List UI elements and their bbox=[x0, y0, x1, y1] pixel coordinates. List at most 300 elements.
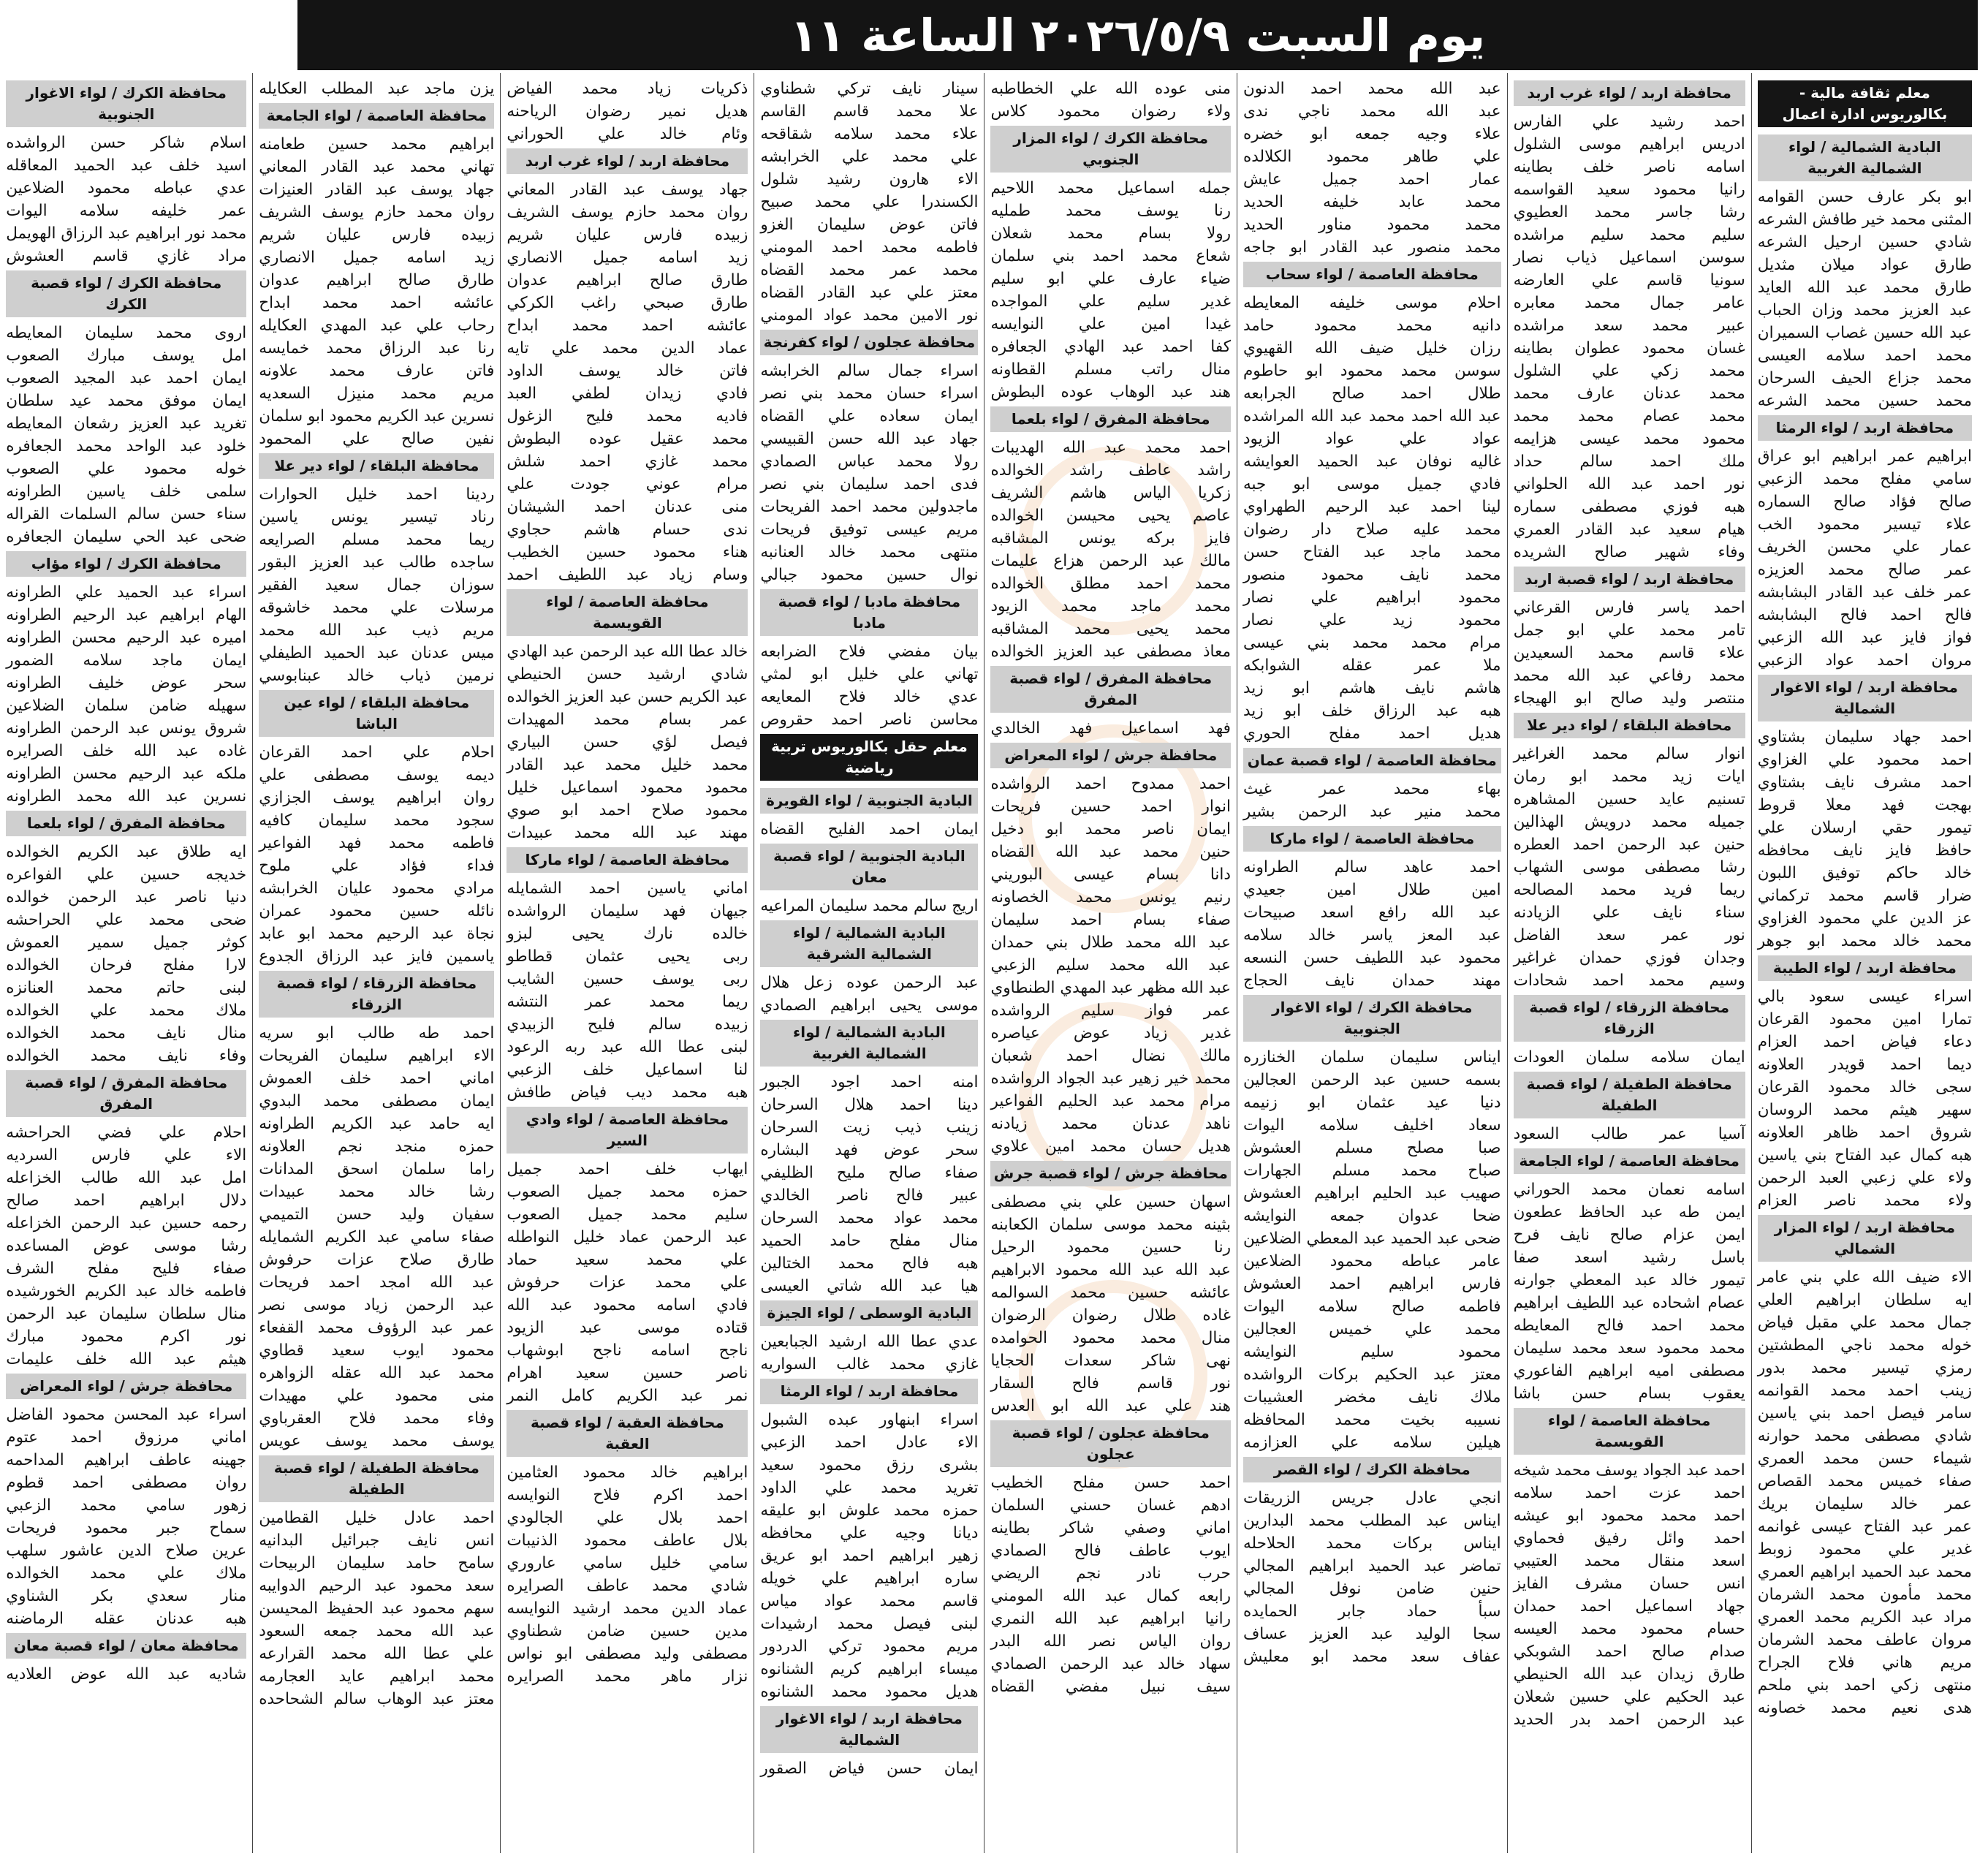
candidate-name: عبير فالح ناصر الخالدي bbox=[760, 1186, 979, 1205]
candidate-name: فواز فايز عبد الله الزعبي bbox=[1757, 629, 1972, 647]
candidate-name: خالد عطا الله عبد الرحمن عبد الهادي bbox=[507, 643, 748, 661]
candidate-name: احلام موسى خليفه المعايطه bbox=[1242, 294, 1501, 312]
candidate-name: احمد محمود علي الغزاوي bbox=[1757, 751, 1972, 769]
candidate-name: عبد الكريم حسن عبد العزيز الخوالده bbox=[507, 688, 748, 706]
candidate-name: محمود ابراهيم علي نصار bbox=[1242, 588, 1501, 607]
candidate-name: احمد رشيد علي الفارس bbox=[1513, 113, 1745, 131]
candidate-name: نور احمد عبد الله الحلواني bbox=[1513, 475, 1745, 493]
column-2 bbox=[1507, 73, 1751, 1853]
candidate-name: جمله اسماعيل محمد اللاحيم bbox=[990, 179, 1231, 197]
candidate-name: شاديه عبد الله عوض العلاديه bbox=[6, 1665, 247, 1683]
candidate-name: باسل رشيد اسعد صفا bbox=[1513, 1249, 1745, 1267]
candidate-name: منتهى محمد خالد العنانبه bbox=[760, 543, 979, 561]
district-heading: محافظة العاصمة / لواء وادي السير bbox=[507, 1107, 748, 1154]
candidate-name: وئام خالد علي الحوراني bbox=[507, 125, 748, 143]
candidate-name: ايات زيد محمد ابو رمان bbox=[1513, 768, 1745, 786]
candidate-name: علا محمد قاسم القاسم bbox=[760, 102, 979, 121]
candidate-name: وفاء محمد فلاح العقرباوي bbox=[259, 1409, 495, 1428]
candidate-name: ريما فريد محمد المصالحه bbox=[1513, 881, 1745, 899]
candidate-name: دينا احمد هلال السرحان bbox=[760, 1096, 979, 1114]
candidate-name: رنا عبد الرزاق محمد خمايسه bbox=[259, 339, 495, 357]
candidate-name: محمود عبد اللطيف حسن النسعه bbox=[1242, 949, 1501, 967]
candidate-name: زينب ذيب زيت السرحان bbox=[760, 1118, 979, 1137]
candidate-name: تمارا امين محمود القرعان bbox=[1757, 1010, 1972, 1029]
candidate-name: عدي عباطه محمود الضلاعين bbox=[6, 179, 247, 197]
candidate-name: مراد عبد الكريم محمد العمري bbox=[1757, 1608, 1972, 1626]
candidate-name: امين طلال امين جعيدي bbox=[1242, 881, 1501, 899]
candidate-name: تيمور خالد عبد المعطي جوارنه bbox=[1513, 1271, 1745, 1289]
district-heading: محافظة البلقاء / لواء دير علا bbox=[259, 453, 494, 479]
candidate-name: صباح محمد مسلم الجهارات bbox=[1242, 1162, 1501, 1180]
candidate-name: خوله محمد ناجي المطشتين bbox=[1757, 1336, 1972, 1355]
candidate-name: محمد خير زهير عبد الجواد الرواشده bbox=[990, 1069, 1231, 1088]
candidate-name: سامي خليل سامي عاروري bbox=[507, 1554, 748, 1572]
candidate-name: نمر عبد الكريم كامل النمر bbox=[507, 1387, 748, 1405]
candidate-name: ولاء رضوان محمود كلاس bbox=[990, 102, 1231, 121]
candidate-name: زينب احمد محمد القوانمه bbox=[1757, 1382, 1972, 1400]
candidate-name: منى محمود علي مهيدات bbox=[259, 1387, 495, 1405]
candidate-name: سوسن محمد محمود ابو حاطوم bbox=[1242, 362, 1501, 380]
candidate-name: نسرين عبد الكريم محمود ابو سلمان bbox=[259, 407, 495, 425]
candidate-name: احمد عزت احمد سلامه bbox=[1513, 1484, 1745, 1502]
candidate-name: شادي مصطفى محمد حوارنه bbox=[1757, 1427, 1972, 1445]
candidate-name: نور قاسم فالح السقار bbox=[990, 1374, 1231, 1393]
candidate-name: راشد عاطف راشد الخوالده bbox=[990, 461, 1231, 480]
candidate-name: مصطفى اميه ابراهيم الفاعوري bbox=[1513, 1362, 1745, 1380]
candidate-name: حافظ فايز نايف محافظه bbox=[1757, 841, 1972, 860]
candidate-name: غاليه نوفان عبد الحميد العوايشه bbox=[1242, 452, 1501, 471]
candidate-name: منى عدنان احمد الشيشان bbox=[507, 498, 748, 516]
district-heading: محافظة الطفيلة / لواء قصبة الطفيلة bbox=[1514, 1072, 1745, 1118]
candidate-name: روان الياس نصر الله البدر bbox=[990, 1632, 1231, 1651]
candidate-name: رابعه كمال عبد الله المومني bbox=[990, 1587, 1231, 1605]
district-heading: محافظة البلقاء / لواء عين الباشا bbox=[259, 690, 494, 737]
candidate-name: رولا محمد عباس الصمادي bbox=[760, 452, 979, 471]
candidate-name: حرب نادر نجم الريضي bbox=[990, 1564, 1231, 1583]
candidate-name: احمد اكرم فلاح النوايسه bbox=[507, 1486, 748, 1504]
candidate-name: نوال حسين محمود جبالي bbox=[760, 566, 979, 584]
district-heading: محافظة الزرقاء / لواء قصبة الزرقاء bbox=[259, 971, 494, 1018]
candidate-name: معتز عبد الوهاب سالم الشحاحده bbox=[259, 1690, 495, 1708]
candidate-name: احمد حسن مفلح الخطيب bbox=[990, 1474, 1231, 1492]
candidate-name: عمر خالد سليمان بريك bbox=[1757, 1495, 1972, 1513]
candidate-name: مروان احمد عواد الزعبي bbox=[1757, 651, 1972, 670]
candidate-name: لنا اسماعيل خلف الزعبي bbox=[507, 1061, 748, 1079]
candidate-name: تماضر عبد الحميد ابراهيم المجالي bbox=[1242, 1557, 1501, 1575]
candidate-name: فادي اسامه محمود عبد الله bbox=[507, 1296, 748, 1314]
candidate-name: طارق محمد عبد الله العايد bbox=[1757, 279, 1972, 297]
candidate-name: سامح حامد سليمان الربيحات bbox=[259, 1554, 495, 1572]
candidate-name: الاء عادل احمد الزعبي bbox=[760, 1433, 979, 1452]
district-heading: محافظة معان / لواء قصبة معان bbox=[6, 1633, 246, 1659]
candidate-name: عدي عطا الله ارشيد الجبابعين bbox=[760, 1333, 979, 1351]
candidate-name: مريم محمد منيزل السعديه bbox=[259, 385, 495, 403]
candidate-name: فادي جميل موسى ابو جبه bbox=[1242, 475, 1501, 493]
district-heading: محافظة المفرق / لواء بلعما bbox=[990, 406, 1231, 432]
column-6 bbox=[500, 73, 754, 1853]
candidate-name: عبد الله محمد طلال بني حمدان bbox=[990, 933, 1231, 952]
candidate-name: جهينه عاطف ابراهيم المداحمه bbox=[6, 1451, 247, 1469]
candidate-name: فاتن عارف محمد علاونه bbox=[259, 362, 495, 380]
candidate-name: فاطمه محمد فهد الفواعير bbox=[259, 834, 495, 852]
candidate-name: ايمان ماجد سلامه الضمور bbox=[6, 651, 247, 670]
candidate-name: اميره عبد الرحيم محسن الطراونه bbox=[6, 629, 247, 647]
candidate-name: اسراء جمال سالم الخرابشه bbox=[760, 362, 979, 380]
candidate-name: عمر بسام محمد المهيدات bbox=[507, 711, 748, 729]
candidate-name: هبه عدنان عقله الرماضنه bbox=[6, 1610, 247, 1628]
candidate-name: منى عوده الله علي الخطاطبه bbox=[990, 80, 1231, 98]
candidate-name: بثينه محمد موسى سلمان الكعابنه bbox=[990, 1216, 1231, 1234]
candidate-name: دعاء فياض احمد العزام bbox=[1757, 1033, 1972, 1051]
candidate-name: كوثر جميل سمير العموش bbox=[6, 933, 247, 952]
candidate-name: منال نايف محمد الخوالده bbox=[6, 1024, 247, 1042]
candidate-name: اريج سالم محمد سليمان المراعيه bbox=[760, 897, 979, 915]
candidate-name: خلود عبد الواحد محمد الجعافره bbox=[6, 437, 247, 455]
candidate-name: صفاء فليح مفلح الشرف bbox=[6, 1260, 247, 1278]
district-heading: البادية الشمالية / لواء الشمالية الغربية bbox=[760, 1020, 978, 1067]
candidate-name: اسامه ناصر خلف بطاينه bbox=[1513, 158, 1745, 176]
candidate-name: عبير محمد سعد مراشده bbox=[1513, 317, 1745, 335]
district-heading: محافظة عجلون / لواء قصبة عجلون bbox=[990, 1420, 1231, 1467]
candidate-name: سعاد اخليف سلامه اليوات bbox=[1242, 1116, 1501, 1135]
district-heading: البادية الجنوبية / لواء قصبة معان bbox=[760, 844, 978, 890]
candidate-name: هبه فوزي مصطفى سماره bbox=[1513, 498, 1745, 516]
candidate-name: ربى يوسف حسين الشايب bbox=[507, 970, 748, 988]
candidate-name: علي محمد سعيد حماد bbox=[507, 1251, 748, 1269]
candidate-name: محمد احمد مطلق الخوالده bbox=[990, 575, 1231, 593]
candidate-name: ايمان سلامه سلمان العودات bbox=[1513, 1048, 1745, 1067]
candidate-name: نرمين ذياب خالد عبنابوسي bbox=[259, 667, 495, 685]
candidate-name: صفاء صالح مليح الظليفي bbox=[760, 1164, 979, 1182]
candidate-name: مريم عيسى توفيق فريحات bbox=[760, 520, 979, 539]
candidate-name: عبد الله محمد جمعه السعود bbox=[259, 1622, 495, 1640]
candidate-name: طلال احمد صالح الجرابعه bbox=[1242, 385, 1501, 403]
candidate-name: عبد الرحمن احمد بدر الحديد bbox=[1513, 1711, 1745, 1729]
candidate-name: محمد علي خميس العجالين bbox=[1242, 1320, 1501, 1338]
candidate-name: تيمور حقي ارسلان علي bbox=[1757, 819, 1972, 837]
candidate-name: غاده عبد الله خلف الصرايره bbox=[6, 742, 247, 760]
district-heading: محافظة المفرق / لواء قصبة المفرق bbox=[990, 666, 1231, 713]
column-3 bbox=[1237, 73, 1507, 1853]
candidate-name: فيصل لؤي حسن البياري bbox=[507, 733, 748, 751]
candidate-name: صفاء سامي عبد الكريم الشمايله bbox=[259, 1228, 495, 1246]
candidate-name: عبد الحكيم علي حسين شعلان bbox=[1513, 1688, 1745, 1706]
candidate-name: ديمه يوسف مصطفى علي bbox=[259, 766, 495, 784]
candidate-name: محمد نايف محمود منصور bbox=[1242, 566, 1501, 584]
district-heading: محافظة البلقاء / لواء دير علا bbox=[1514, 713, 1745, 738]
candidate-name: ايه طلاق عبد الكريم الخوالده bbox=[6, 843, 247, 861]
candidate-name: عمر خليفه سلامه اليوات bbox=[6, 202, 247, 220]
candidate-name: تهاني علي خليل ابو لمثي bbox=[760, 665, 979, 683]
candidate-name: محمد جزاع الحيف السرحان bbox=[1757, 369, 1972, 387]
district-heading: البادية الشمالية / لواء الشمالية الشرقية bbox=[760, 920, 978, 967]
candidate-name: الاء ابراهيم سليمان الفريحات bbox=[259, 1047, 495, 1065]
column-1 bbox=[1751, 73, 1978, 1853]
candidate-name: غدير زياد عوض عياصره bbox=[990, 1024, 1231, 1042]
candidate-name: زكريا الياس هاشم الشريف bbox=[990, 484, 1231, 502]
candidate-name: قاسم محمد عواد مياس bbox=[760, 1592, 979, 1610]
candidate-name: جهاد يوسف عبد القادر المعاني bbox=[507, 181, 748, 199]
candidate-name: ياسمين فايز عبد الرزاق الجدوع bbox=[259, 947, 495, 966]
candidate-name: فاتن خالد يوسف الداود bbox=[507, 362, 748, 380]
candidate-name: يزن ماجد عبد المطلب العكايله bbox=[259, 80, 495, 98]
candidate-name: طارق صبحي راغب الكركي bbox=[507, 294, 748, 312]
candidate-name: عبد الله حسين غصاب السميران bbox=[1757, 324, 1972, 342]
candidate-name: محمد منصور عبد القادر ابو جاجه bbox=[1242, 238, 1501, 257]
district-heading: محافظة الكرك / لواء القصر bbox=[1243, 1457, 1501, 1482]
candidate-name: هدى نعيم محمد خصاونه bbox=[1757, 1699, 1972, 1717]
candidate-name: دانيه محمد محمود حامد bbox=[1242, 317, 1501, 335]
candidate-name: سونيا قاسم علي العارضه bbox=[1513, 271, 1745, 289]
candidate-name: عبد الرحمن عوده زعل هلال bbox=[760, 974, 979, 992]
candidate-name: سوسن اسماعيل ذياب نصار bbox=[1513, 249, 1745, 267]
candidate-name: عبد الرحمن عماد خليل النواطله bbox=[507, 1228, 748, 1246]
candidate-name: مدين حسين ضامن شطناوي bbox=[507, 1622, 748, 1640]
district-heading: محافظة جرش / لواء المعراض bbox=[6, 1374, 246, 1399]
candidate-name: محمد ابراهيم عايد العجارمه bbox=[259, 1667, 495, 1686]
candidate-name: احمد عاهد سالم الطراونه bbox=[1242, 858, 1501, 876]
candidate-name: مرام عوني جودت علي bbox=[507, 475, 748, 493]
candidate-name: عامر عباطه محمود الضلاعين bbox=[1242, 1252, 1501, 1270]
candidate-name: امل يوسف مبارك الصعوب bbox=[6, 346, 247, 365]
candidate-name: رولا بسام محمد شعلان bbox=[990, 224, 1231, 243]
candidate-name: مالك عبد الرحمن هزاع عليمات bbox=[990, 552, 1231, 570]
candidate-name: محمد عدنان عارف محمد bbox=[1513, 385, 1745, 403]
candidate-name: علي محمد علي الخرابشه bbox=[760, 148, 979, 166]
district-heading: محافظة الطفيلة / لواء قصبة الطفيلة bbox=[259, 1455, 494, 1502]
candidate-name: مرادي محمود عليان الخرابشه bbox=[259, 879, 495, 898]
candidate-name: حسام محمود محمد العيسه bbox=[1513, 1620, 1745, 1638]
candidate-name: محمد عبد الحميد ابراهيم العمري bbox=[1757, 1563, 1972, 1581]
candidate-name: صفاء بسام احمد سليمان bbox=[990, 911, 1231, 929]
candidate-name: عائشه احمد محمد ابداح bbox=[507, 317, 748, 335]
district-heading: محافظة العاصمة / لواء الجامعة bbox=[1514, 1148, 1745, 1174]
candidate-name: ضحى محمد علي الحراحشه bbox=[6, 911, 247, 929]
district-heading: محافظة اربد / لواء الرمثا bbox=[760, 1379, 978, 1404]
candidate-name: منال سلطان سليمان عبد الرحمن bbox=[6, 1305, 247, 1323]
candidate-name: غسان محمود عطوان بطاينه bbox=[1513, 339, 1745, 357]
candidate-name: ملاك نايف مخضر العشيبات bbox=[1242, 1388, 1501, 1406]
banner-title: يوم السبت ٢٠٢٦/٥/٩ الساعة ١١ bbox=[789, 8, 1486, 62]
district-heading: محافظة العاصمة / لواء قصبة عمان bbox=[1243, 748, 1501, 773]
candidate-name: ضحا عدوان جمعه النوايشه bbox=[1242, 1207, 1501, 1225]
candidate-name: احمد وائل رفيق فحماوي bbox=[1513, 1529, 1745, 1548]
candidate-name: رشا موسى عوض المساعده bbox=[6, 1237, 247, 1255]
district-heading: محافظة المفرق / لواء قصبة المفرق bbox=[6, 1070, 246, 1117]
candidate-name: صدام صالح احمد الشوبكي bbox=[1513, 1643, 1745, 1661]
candidate-name: عمر عبد الرؤوف محمد القفعاء bbox=[259, 1319, 495, 1337]
date-banner bbox=[297, 0, 1978, 70]
candidate-name: نسرين عبد الله محمد الطراونه bbox=[6, 787, 247, 806]
candidate-name: دلال ابراهيم احمد صالح bbox=[6, 1192, 247, 1210]
candidate-name: مريم هاني فلاح الجراح bbox=[1757, 1654, 1972, 1672]
candidate-name: ضحى عبد الحميد عبد المعطي الضلاعين bbox=[1242, 1230, 1501, 1248]
candidate-name: هديل نمير رضوان الرياحنه bbox=[507, 102, 748, 121]
candidate-name: منال محمد محمود الحوامده bbox=[990, 1329, 1231, 1347]
candidate-name: هند عبد الوهاب عوده البطوش bbox=[990, 383, 1231, 401]
candidate-name: جيهان فهد سليمان الرواشده bbox=[507, 902, 748, 920]
candidate-name: وسام زياد عبد اللطيف احمد bbox=[507, 566, 748, 584]
district-heading: محافظة العاصمة / لواء القويسمة bbox=[507, 589, 748, 636]
candidate-name: منار سعدي بكر الشناوي bbox=[6, 1587, 247, 1605]
candidate-name: ايمان مصطفى محمد البدوي bbox=[259, 1092, 495, 1110]
candidate-name: امنه احمد اجود الجبور bbox=[760, 1073, 979, 1091]
candidate-name: ملك احمد سالم حداد bbox=[1513, 452, 1745, 471]
candidate-name: انس نايف جبرائيل البدانيه bbox=[259, 1531, 495, 1550]
candidate-name: منتصر وليد صالح ابو الهيجاء bbox=[1513, 689, 1745, 708]
candidate-name: تغريد عبد العزيز رشعان المعايطه bbox=[6, 414, 247, 433]
candidate-name: زبيده فارس عليان شريم bbox=[259, 226, 495, 244]
candidate-name: رنيم يونس محمد الخصاونه bbox=[990, 888, 1231, 906]
candidate-name: رانيا ابراهيم عبد الله النمري bbox=[990, 1610, 1231, 1628]
district-heading: محافظة الكرك / لواء الاغوار الجنوبية bbox=[6, 80, 246, 127]
candidate-name: عمر فواز سليم الرواشده bbox=[990, 1001, 1231, 1020]
candidate-name: محمد ماجد محمد الزيود bbox=[990, 597, 1231, 615]
candidate-name: ايمن عزام صالح نايف فرح bbox=[1513, 1226, 1745, 1244]
district-heading: البادية الوسطى / لواء الجيزة bbox=[760, 1300, 978, 1326]
candidate-name: مصطفى وليد مصطفى ابو نواس bbox=[507, 1645, 748, 1663]
candidate-name: مهند حمدان نايف الحجاج bbox=[1242, 971, 1501, 990]
candidate-name: نسيبه بخيت محمد المحافظه bbox=[1242, 1411, 1501, 1429]
candidate-name: طارق صالح ابراهيم عدوان bbox=[507, 271, 748, 289]
candidate-name: شادي ارشيد حسن الحنيطي bbox=[507, 665, 748, 683]
district-heading: محافظة مادبا / لواء قصبة مادبا bbox=[760, 589, 978, 636]
candidate-name: رناد تيسير يونس ياسين bbox=[259, 508, 495, 526]
candidate-name: مرسلات علي محمد خاشوقه bbox=[259, 599, 495, 617]
candidate-name: عدي خالد فلاح المعايعه bbox=[760, 688, 979, 706]
candidate-name: ايناس سليمان سلمان الخنازره bbox=[1242, 1048, 1501, 1067]
candidate-name: اسيد خلف عبد الحميد المعاقله bbox=[6, 156, 247, 175]
candidate-name: روان مصطفى احمد قطوم bbox=[6, 1474, 247, 1492]
candidate-name: لارا مفلح فرحان الخوالده bbox=[6, 956, 247, 974]
candidate-name: سحر عوض خليف الطراونه bbox=[6, 674, 247, 692]
candidate-name: زهير ابراهيم احمد ابو عريق bbox=[760, 1547, 979, 1565]
candidate-name: معتز علي عبد القادر القضاه bbox=[760, 284, 979, 302]
candidate-name: نفين صالح علي المحمود bbox=[259, 430, 495, 448]
candidate-name: شادي محمد عاطف الصرايره bbox=[507, 1577, 748, 1595]
column-8 bbox=[0, 73, 252, 1853]
candidate-name: انس حسان مشرف الفايز bbox=[1513, 1575, 1745, 1593]
candidate-name: خالد حاكم توفيق اللبون bbox=[1757, 864, 1972, 882]
district-heading: محافظة العاصمة / لواء ماركا bbox=[507, 847, 748, 873]
candidate-name: عماد الدين محمد علي تايه bbox=[507, 339, 748, 357]
candidate-name: الكسندرا علي محمد صبيح bbox=[760, 193, 979, 211]
candidate-name: احمد عادل خليل القطامين bbox=[259, 1509, 495, 1527]
candidate-name: احمد ياسر فارس القرعاني bbox=[1513, 599, 1745, 617]
candidate-name: حنين ضامن نوفل المجالي bbox=[1242, 1580, 1501, 1598]
candidate-name: فاطمه خالد عبد الكريم الخورشيده bbox=[6, 1282, 247, 1300]
candidate-name: ملاك علي محمد الخوالده bbox=[6, 1564, 247, 1583]
district-heading: محافظة الكرك / لواء قصبة الكرك bbox=[6, 270, 246, 317]
candidate-name: ضياء عارف علي ابو سليم bbox=[990, 270, 1231, 288]
candidate-name: احلام علي فضي الحراحشه bbox=[6, 1124, 247, 1142]
candidate-name: جميله محمد درويش الهذالين bbox=[1513, 813, 1745, 831]
district-heading: محافظة عجلون / لواء كفرنجة bbox=[760, 330, 978, 355]
candidate-name: مراد غازي قاسم العشوش bbox=[6, 247, 247, 265]
candidate-name: نور الامين محمد عواد المومني bbox=[760, 306, 979, 325]
candidate-name: سليم محمد جميل الصعوب bbox=[507, 1205, 748, 1224]
candidate-name: معتز عبد الحكيم بركات الرواشده bbox=[1242, 1366, 1501, 1384]
candidate-name: هيلين سلامه علي العزازمه bbox=[1242, 1433, 1501, 1452]
candidate-name: تهاني محمد عبد القادر المعاني bbox=[259, 158, 495, 176]
candidate-name: فارس ابراهيم احمد العشوش bbox=[1242, 1275, 1501, 1293]
candidate-name: ناهد عدنان محمد زيادنه bbox=[990, 1115, 1231, 1133]
candidate-name: ديانا وجيه علي محافظه bbox=[760, 1524, 979, 1542]
candidate-name: غدير سليم علي المواجده bbox=[990, 292, 1231, 311]
candidate-name: رانيا محمود سعيد القواسمه bbox=[1513, 181, 1745, 199]
candidate-name: محمد خالد محمد ابو جوهر bbox=[1757, 932, 1972, 950]
candidate-name: نزار ماهر محمد الصرايره bbox=[507, 1667, 748, 1686]
candidate-name: محمد ماجد عبد الفتاح حسن bbox=[1242, 543, 1501, 561]
candidate-name: مريم محمود تركي الدردور bbox=[760, 1637, 979, 1656]
candidate-name: ميساء ابراهيم كريم الشنانوه bbox=[760, 1660, 979, 1678]
candidate-name: اسراء عبد المحسن محمود الفاضل bbox=[6, 1406, 247, 1424]
candidate-name: هيا عبد الله شاتي العيسى bbox=[760, 1277, 979, 1295]
candidate-name: ملاك محمد علي الخوالده bbox=[6, 1001, 247, 1020]
candidate-name: طارق صالح ابراهيم عدوان bbox=[259, 271, 495, 289]
candidate-name: هبه محمد ديب فياض طافش bbox=[507, 1083, 748, 1102]
district-heading: البادية الشمالية / لواء الشمالية الغربية bbox=[1758, 135, 1972, 181]
candidate-name: صالح فؤاد صالح السماره bbox=[1757, 493, 1972, 511]
candidate-name: لينا احمد عبد الرحيم الطهراوي bbox=[1242, 498, 1501, 516]
candidate-name: سهاد خالد عبد الرحمن الصمادي bbox=[990, 1655, 1231, 1673]
candidate-name: رشا جاسر محمد العطيوي bbox=[1513, 203, 1745, 221]
candidate-name: انوار سالم محمد الغراغير bbox=[1513, 745, 1745, 763]
district-heading: محافظة العقبة / لواء قصبة العقبة bbox=[507, 1410, 748, 1457]
candidate-name: احمد جهاد سليمان بشتاوي bbox=[1757, 728, 1972, 746]
candidate-name: عائشه حسين محمد السوالمه bbox=[990, 1284, 1231, 1302]
candidate-name: مرام محمد عبد الحليم الفواعير bbox=[990, 1092, 1231, 1110]
candidate-name: عبد العزيز محمد وزان الحباب bbox=[1757, 301, 1972, 319]
candidate-name: روان ابراهيم يوسف الجزازي bbox=[259, 789, 495, 807]
candidate-name: وسيم محمد احمد شحادات bbox=[1513, 971, 1745, 990]
candidate-name: عز الدين علي محمود الغزاوي bbox=[1757, 909, 1972, 928]
candidate-name: بهاء محمد عمر غيث bbox=[1242, 780, 1501, 798]
candidate-name: ابراهيم محمد حسين طعامنه bbox=[259, 135, 495, 154]
candidate-name: الاء ضيف الله علي بني عامر bbox=[1757, 1268, 1972, 1287]
candidate-name: احمد عبد الجواد يوسف محمد شيخه bbox=[1513, 1461, 1745, 1480]
candidate-name: رزان خليل ضيف الله القهيوي bbox=[1242, 339, 1501, 357]
candidate-name: مهند عبد الله محمد عبيدات bbox=[507, 824, 748, 842]
candidate-name: روان محمد حازم يوسف الشريف bbox=[507, 203, 748, 221]
candidate-name: ايمان احمد عبد المجيد الصعوب bbox=[6, 369, 247, 387]
candidate-name: نائله حسين محمود عمران bbox=[259, 902, 495, 920]
candidate-name: ردينا احمد خليل الحوارات bbox=[259, 485, 495, 504]
candidate-name: ايه سلطان ابراهيم العلي bbox=[1757, 1291, 1972, 1309]
candidate-name: ضرار قاسم محمد تركماني bbox=[1757, 887, 1972, 905]
district-heading: محافظة اربد / لواء الرمثا bbox=[1758, 415, 1972, 441]
candidate-name: جهاد يوسف عبد القادر العنيزات bbox=[259, 181, 495, 199]
candidate-name: ايناس بركات محمد الحلاحله bbox=[1242, 1534, 1501, 1553]
candidate-name: ايمان سعاده علي القضاه bbox=[760, 407, 979, 425]
candidate-name: فهد اسماعيل فهد الخالدي bbox=[990, 719, 1231, 738]
candidate-name: هاشم نايف هاشم ابو زيد bbox=[1242, 679, 1501, 697]
candidate-name: سامر فيصل احمد بني ياسين bbox=[1757, 1404, 1972, 1423]
candidate-name: سماح جبر محمود فريحات bbox=[6, 1519, 247, 1537]
candidate-name: محمد احمد فالح المعايطه bbox=[1513, 1317, 1745, 1335]
candidate-name: نور عمر سعد الفاضل bbox=[1513, 926, 1745, 944]
candidate-name: هديل حسان محمد امين علاوي bbox=[990, 1137, 1231, 1156]
candidate-name: علي طاهر محمود الكلالده bbox=[1242, 148, 1501, 166]
district-heading: محافظة العاصمة / لواء ماركا bbox=[1243, 826, 1501, 852]
candidate-name: محمد عبد الله عقله الزواهره bbox=[259, 1364, 495, 1382]
candidate-name: بيان مفضي فلاح الضرابعه bbox=[760, 643, 979, 661]
district-heading: محافظة العاصمة / لواء الجامعة bbox=[259, 103, 494, 129]
candidate-name: حمزه محمد علوش ابو عليقه bbox=[760, 1501, 979, 1520]
candidate-name: ابراهيم خالد محمود العثامين bbox=[507, 1463, 748, 1482]
candidate-name: دانا بسام عيسى البوريني bbox=[990, 865, 1231, 884]
candidate-name: محمد احمد سلامه العيسى bbox=[1757, 346, 1972, 365]
